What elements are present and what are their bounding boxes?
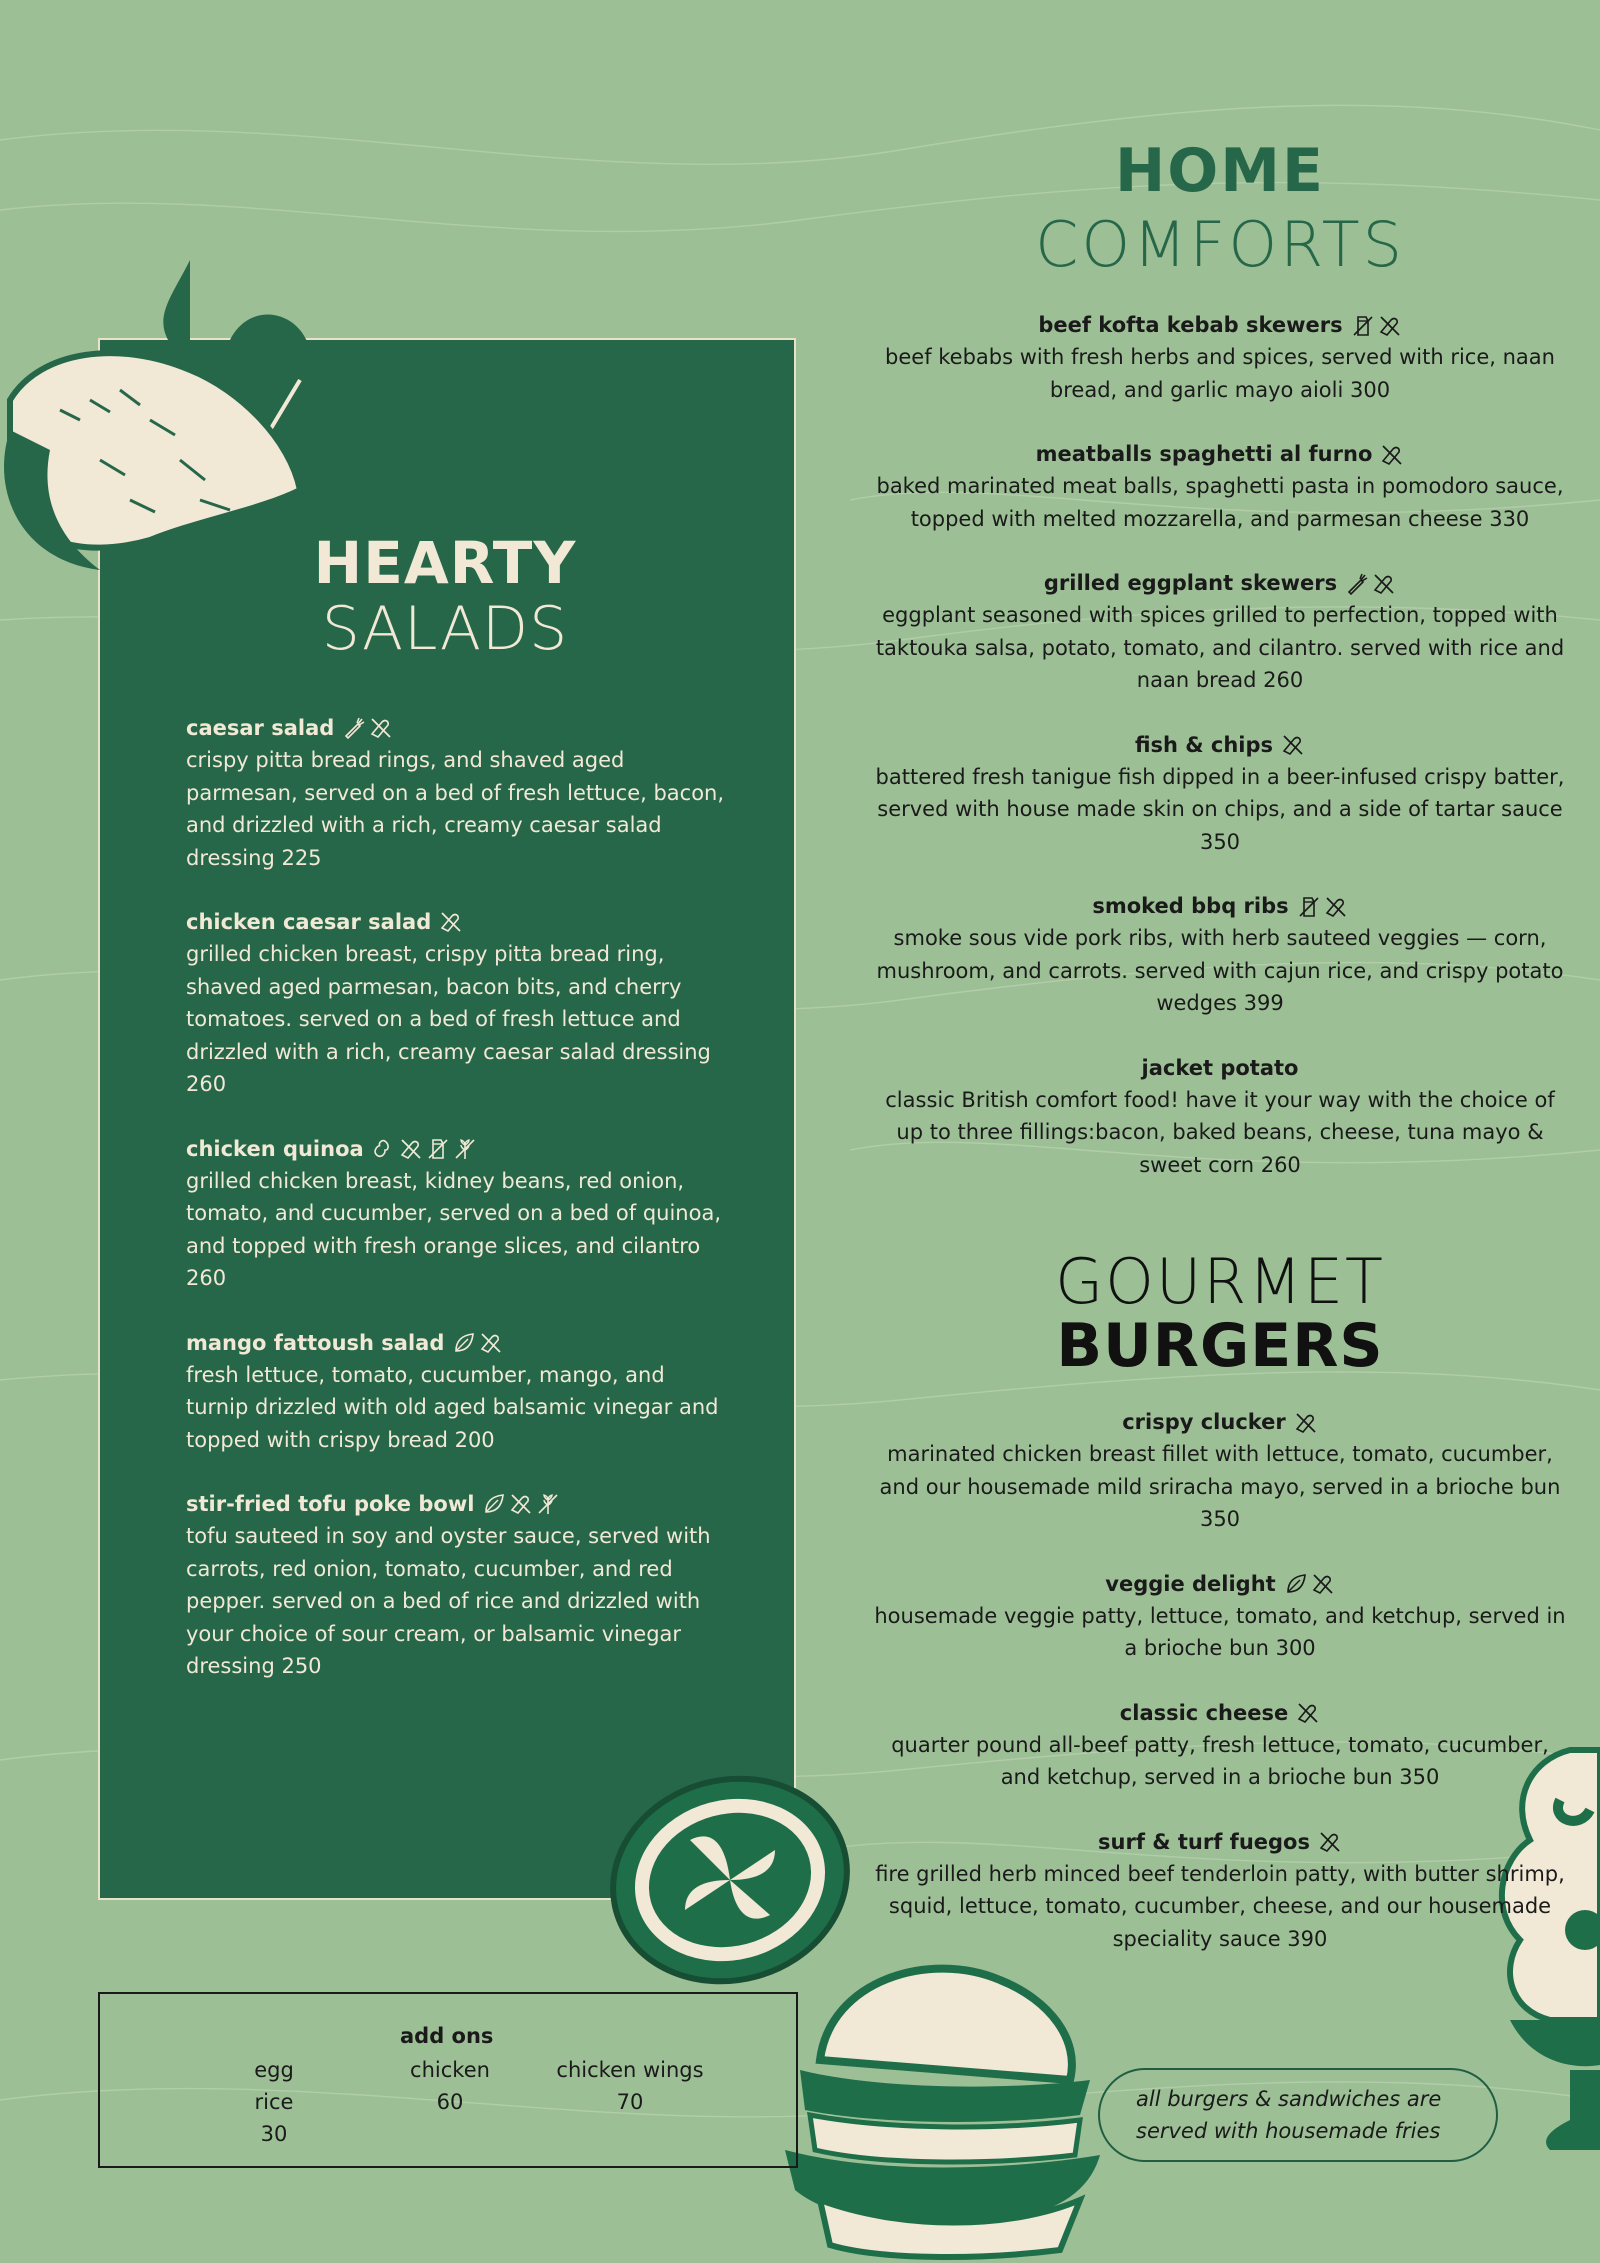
fries-note: all burgers & sandwiches are served with housemade fries	[1098, 2068, 1498, 2162]
home-comforts-list	[870, 310, 1570, 1214]
dietary-icons	[1345, 572, 1396, 596]
menu-item-name-row	[186, 712, 726, 744]
dietary-icons	[1318, 1830, 1342, 1854]
no-pork-icon	[1296, 1701, 1320, 1725]
salads-title-light: SALADS	[321, 594, 569, 664]
menu-item	[870, 568, 1570, 697]
home-title-bold: HOME	[1115, 136, 1325, 206]
burgers-list	[870, 1407, 1570, 1988]
menu-item	[870, 891, 1570, 1020]
dietary-icons	[372, 1137, 477, 1161]
menu-item-name: beef kofta kebab skewers	[1038, 313, 1343, 337]
milk-icon	[1351, 314, 1375, 338]
turnip-illustration-icon	[0, 240, 340, 590]
no-pork-icon	[479, 1331, 503, 1355]
menu-item	[870, 439, 1570, 535]
no-pork-icon	[439, 910, 463, 934]
menu-item-name: stir-fried tofu poke bowl	[186, 1492, 475, 1516]
menu-item-name-row	[870, 1569, 1570, 1600]
menu-item-name: jacket potato	[1141, 1055, 1299, 1080]
carrot-icon	[1345, 572, 1369, 596]
addon-chicken-price: 60	[436, 2090, 464, 2114]
menu-item-name-row	[870, 568, 1570, 599]
dietary-icons	[439, 910, 463, 934]
wheat-icon	[536, 1492, 560, 1516]
addon-rice: rice	[254, 2090, 294, 2114]
home-comforts-heading	[980, 128, 1460, 281]
addon-chicken-wings-price: 70	[616, 2090, 644, 2114]
no-pork-icon	[1311, 1572, 1335, 1596]
menu-item-name: grilled eggplant skewers	[1043, 571, 1338, 595]
menu-item-description: beef kebabs with fresh herbs and spices, served with rice, naan bread, and garlic mayo aioli 300	[885, 345, 1555, 402]
leaf-icon	[452, 1331, 476, 1355]
menu-item-name-row	[186, 1133, 726, 1165]
menu-item-name-row	[186, 1327, 726, 1359]
burgers-title-light: GOURMET	[1055, 1245, 1385, 1318]
menu-item-name-row	[870, 730, 1570, 761]
dietary-icons	[452, 1331, 503, 1355]
menu-item-name-row	[870, 1698, 1570, 1729]
menu-item-name-row	[870, 1827, 1570, 1858]
home-title-light: COMFORTS	[1035, 208, 1405, 281]
menu-item	[186, 906, 726, 1101]
menu-item-name: smoked bbq ribs	[1092, 894, 1289, 918]
dietary-icons	[1294, 1411, 1318, 1435]
menu-item	[186, 1133, 726, 1295]
no-pork-icon	[1378, 314, 1402, 338]
menu-item-description: quarter pound all-beef patty, fresh lettuce, tomato, cucumber, and ketchup, served in a brioche bun 350	[891, 1732, 1549, 1789]
menu-item	[870, 1053, 1570, 1182]
menu-item-description: fresh lettuce, tomato, cucumber, mango, and turnip drizzled with old aged balsamic vinegar and topped with crispy bread 200	[186, 1362, 719, 1452]
menu-item-description: classic British comfort food! have it your way with the choice of up to three fillings:bacon, baked beans, cheese, tuna mayo & sweet corn 260	[885, 1087, 1555, 1177]
menu-item	[186, 1488, 726, 1683]
menu-item-description: grilled chicken breast, kidney beans, red onion, tomato, and cucumber, served on a bed of quinoa, and topped with fresh orange slices, and cilantro 260	[186, 1168, 721, 1290]
dietary-icons	[1281, 733, 1305, 757]
menu-item-name-row	[186, 906, 726, 938]
carrot-icon	[342, 716, 366, 740]
menu-item	[870, 1407, 1570, 1536]
no-pork-icon	[1372, 572, 1396, 596]
leaf-icon	[482, 1492, 506, 1516]
burgers-title-bold: BURGERS	[1056, 1311, 1384, 1381]
no-pork-icon	[1324, 895, 1348, 919]
peanut-icon	[372, 1137, 396, 1161]
no-pork-icon	[1294, 1411, 1318, 1435]
milk-icon	[1297, 895, 1321, 919]
addon-rice-price: 30	[260, 2122, 288, 2146]
addon-chicken: chicken	[410, 2058, 490, 2082]
menu-item-name-row	[870, 439, 1570, 470]
menu-item-name: crispy clucker	[1122, 1410, 1286, 1434]
menu-item-description: fire grilled herb minced beef tenderloin patty, with butter shrimp, squid, lettuce, tomato, cucumber, cheese, and our housemade speciality sauce 390	[875, 1861, 1565, 1951]
wheat-icon	[453, 1137, 477, 1161]
menu-item-description: smoke sous vide pork ribs, with herb sauteed veggies — corn, mushroom, and carrots. served with cajun rice, and crispy potato wedges 399	[876, 926, 1564, 1015]
addons-title: add ons	[400, 2024, 494, 2048]
menu-item-name: meatballs spaghetti al furno	[1035, 442, 1373, 466]
no-pork-icon	[1380, 443, 1404, 467]
menu-item-description: housemade veggie patty, lettuce, tomato, and ketchup, served in a brioche bun 300	[874, 1603, 1566, 1660]
no-pork-icon	[1281, 733, 1305, 757]
menu-item	[870, 310, 1570, 406]
dietary-icons	[1380, 443, 1404, 467]
dietary-icons	[1297, 895, 1348, 919]
addon-chicken-wings: chicken wings	[556, 2058, 704, 2082]
menu-item-name-row	[870, 310, 1570, 341]
menu-item-name-row	[186, 1488, 726, 1520]
menu-item-name: chicken quinoa	[186, 1136, 364, 1161]
dietary-icons	[1284, 1572, 1335, 1596]
menu-item	[186, 712, 726, 874]
salads-title-bold: HEARTY	[313, 529, 577, 597]
menu-item-description: tofu sauteed in soy and oyster sauce, served with carrots, red onion, tomato, cucumber, and red pepper. served on a bed of rice and drizzled with your choice of sour cream, or balsamic vinegar dressing 250	[186, 1524, 711, 1678]
no-pork-icon	[509, 1492, 533, 1516]
menu-item-description: crispy pitta bread rings, and shaved aged parmesan, served on a bed of fresh lettuce, bacon, and drizzled with a rich, creamy caesar salad dressing 225	[186, 748, 725, 870]
dietary-icons	[482, 1492, 560, 1516]
addon-egg: egg	[254, 2058, 294, 2082]
menu-item-name: caesar salad	[186, 716, 335, 740]
menu-item-name: veggie delight	[1105, 1571, 1276, 1596]
menu-item-description: battered fresh tanigue fish dipped in a beer-infused crispy batter, served with house made skin on chips, and a side of tartar sauce 350	[875, 764, 1565, 854]
dietary-icons	[1351, 314, 1402, 338]
menu-item-description: eggplant seasoned with spices grilled to perfection, topped with taktouka salsa, potato, tomato, and cilantro. served with rice and naan bread 260	[875, 603, 1565, 692]
burger-illustration-icon	[760, 1940, 1110, 2263]
no-pork-icon	[1318, 1830, 1342, 1854]
leaf-icon	[1284, 1572, 1308, 1596]
menu-item-name-row	[870, 891, 1570, 922]
menu-item-name: mango fattoush salad	[186, 1330, 445, 1355]
no-pork-icon	[369, 716, 393, 740]
dietary-icons	[342, 716, 393, 740]
burgers-heading	[1000, 1245, 1440, 1381]
menu-item	[870, 730, 1570, 859]
menu-item-description: grilled chicken breast, crispy pitta bread ring, shaved aged parmesan, bacon bits, and cherry tomatoes. served on a bed of fresh lettuce and drizzled with a rich, creamy caesar salad dressing 260	[186, 942, 711, 1096]
no-pork-icon	[399, 1137, 423, 1161]
menu-item	[870, 1698, 1570, 1794]
addons-box	[98, 1992, 798, 2168]
menu-item-name: surf & turf fuegos	[1098, 1829, 1310, 1854]
dietary-icons	[1296, 1701, 1320, 1725]
menu-item-name: fish & chips	[1134, 732, 1274, 757]
menu-item-name-row	[870, 1407, 1570, 1438]
menu-item-name: chicken caesar salad	[186, 910, 432, 934]
salads-heading	[300, 530, 590, 662]
milk-icon	[426, 1137, 450, 1161]
menu-item	[870, 1569, 1570, 1665]
salads-list	[186, 712, 726, 1715]
menu-item-name-row	[870, 1053, 1570, 1084]
menu-item-description: marinated chicken breast fillet with lettuce, tomato, cucumber, and our housemade mild sriracha mayo, served in a brioche bun 350	[879, 1442, 1561, 1531]
menu-item-name: classic cheese	[1119, 1700, 1289, 1725]
menu-item	[870, 1827, 1570, 1956]
menu-item	[186, 1327, 726, 1457]
menu-item-description: baked marinated meat balls, spaghetti pasta in pomodoro sauce, topped with melted mozzarella, and parmesan cheese 330	[876, 474, 1564, 531]
